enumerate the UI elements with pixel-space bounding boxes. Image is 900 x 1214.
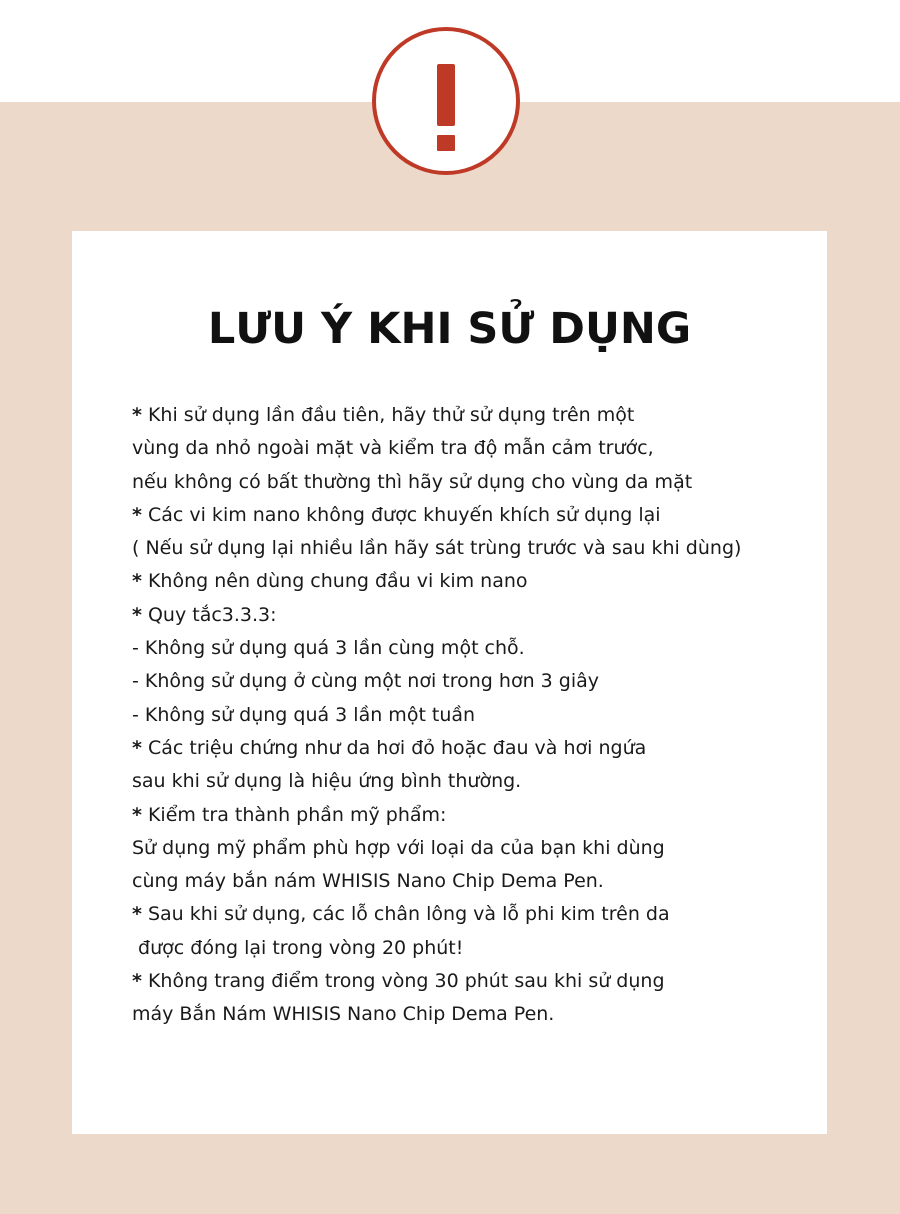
note-text: được đóng lại trong vòng 20 phút! [132, 936, 464, 959]
card-title: LƯU Ý KHI SỬ DỤNG [207, 304, 692, 354]
bullet-star: * [132, 970, 142, 993]
note-text: vùng da nhỏ ngoài mặt và kiểm tra độ mẫn cảm trước, [132, 437, 654, 460]
note-line [132, 699, 822, 732]
alert-badge [372, 27, 520, 175]
note-line [132, 532, 822, 565]
note-line [132, 665, 822, 698]
note-text: Sử dụng mỹ phẩm phù hợp với loại da của bạn khi dùng [132, 836, 665, 859]
note-text: Quy tắc3.3.3: [141, 603, 277, 626]
note-line [132, 732, 822, 765]
note-line [132, 799, 822, 832]
note-text: cùng máy bắn nám WHISIS Nano Chip Dema Pen. [132, 870, 604, 893]
note-text: Sau khi sử dụng, các lỗ chân lông và lỗ phi kim trên da [141, 903, 670, 926]
note-text: - Không sử dụng ở cùng một nơi trong hơn 3 giây [132, 670, 600, 693]
exclamation-icon [376, 31, 516, 171]
note-text: Các vi kim nano không được khuyến khích sử dụng lại [141, 503, 661, 526]
note-line [132, 432, 822, 465]
note-text: - Không sử dụng quá 3 lần cùng một chỗ. [132, 637, 525, 660]
note-line [132, 865, 822, 898]
notes-list [132, 399, 822, 1032]
note-text: nếu không có bất thường thì hãy sử dụng cho vùng da mặt [132, 470, 693, 493]
note-line [132, 632, 822, 665]
bullet-star: * [132, 803, 142, 826]
bullet-star: * [132, 603, 142, 626]
note-line [132, 765, 822, 798]
note-text: Các triệu chứng như da hơi đỏ hoặc đau và hơi ngứa [141, 736, 647, 759]
note-text: ( Nếu sử dụng lại nhiều lần hãy sát trùng trước và sau khi dùng) [132, 537, 742, 560]
note-line [132, 565, 822, 598]
note-text: sau khi sử dụng là hiệu ứng bình thường. [132, 770, 522, 793]
note-line [132, 599, 822, 632]
note-text: - Không sử dụng quá 3 lần một tuần [132, 703, 476, 726]
bullet-star: * [132, 404, 142, 426]
bullet-star: * [132, 903, 142, 926]
note-line [132, 932, 822, 965]
note-line [132, 998, 822, 1031]
note-text: Không trang điểm trong vòng 30 phút sau khi sử dụng [141, 970, 665, 993]
bullet-star: * [132, 570, 142, 593]
bullet-star: * [132, 503, 142, 526]
note-line [132, 832, 822, 865]
note-line [132, 898, 822, 931]
note-line [132, 466, 822, 499]
note-text: máy Bắn Nám WHISIS Nano Chip Dema Pen. [132, 1003, 555, 1026]
note-line [132, 399, 822, 432]
note-text: Không nên dùng chung đầu vi kim nano [141, 570, 528, 593]
note-text: Kiểm tra thành phần mỹ phẩm: [141, 803, 447, 826]
note-line [132, 965, 822, 998]
notice-card [72, 231, 827, 1134]
note-text: Khi sử dụng lần đầu tiên, hãy thử sử dụng trên một [141, 404, 635, 426]
note-line [132, 499, 822, 532]
bullet-star: * [132, 736, 142, 759]
